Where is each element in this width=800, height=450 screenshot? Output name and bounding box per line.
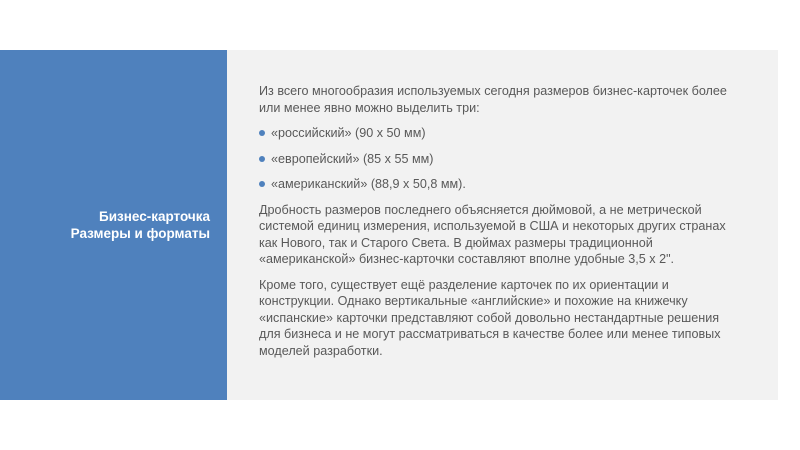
list-item-text: «российский» (90 х 50 мм) (271, 126, 426, 140)
bullet-dot-icon (259, 130, 265, 136)
list-item (259, 125, 731, 142)
slide-title-line-2: Размеры и форматы (70, 226, 210, 241)
body-paragraph: Дробность размеров последнего объясняется дюймовой, а не метрической системой единиц измерения, используемой в США и некоторых других странах как Нового, так и Старого Света. В дюймах размеры традиционной «американской» бизнес-карточки составляют вполне удобные 3,5 х 2". (259, 202, 726, 266)
right-margin-strip (778, 50, 800, 400)
list-item-text: «европейский» (85 х 55 мм) (271, 151, 434, 166)
slide-title-line-1: Бизнес-карточка (99, 209, 210, 224)
size-list (259, 125, 731, 193)
list-item-text: «американский» (88,9 х 50,8 мм). (271, 177, 466, 191)
list-item (259, 151, 731, 168)
list-item (259, 176, 731, 193)
bullet-dot-icon (259, 156, 265, 162)
bullet-dot-icon (259, 181, 265, 187)
slide-title (0, 208, 210, 242)
intro-paragraph: Из всего многообразия используемых сегодня размеров бизнес-карточек более или менее явно можно выделить три: (259, 84, 727, 115)
slide-content (259, 83, 731, 368)
body-paragraph: Кроме того, существует ещё разделение карточек по их ориентации и конструкции. Однако вертикальные «английские» и похожие на книжечку «испанские» карточки представляют собой довольно нестандартные решения для бизнеса и не могут рассматриваться в качестве более или менее типовых моделей разработки. (259, 277, 721, 358)
